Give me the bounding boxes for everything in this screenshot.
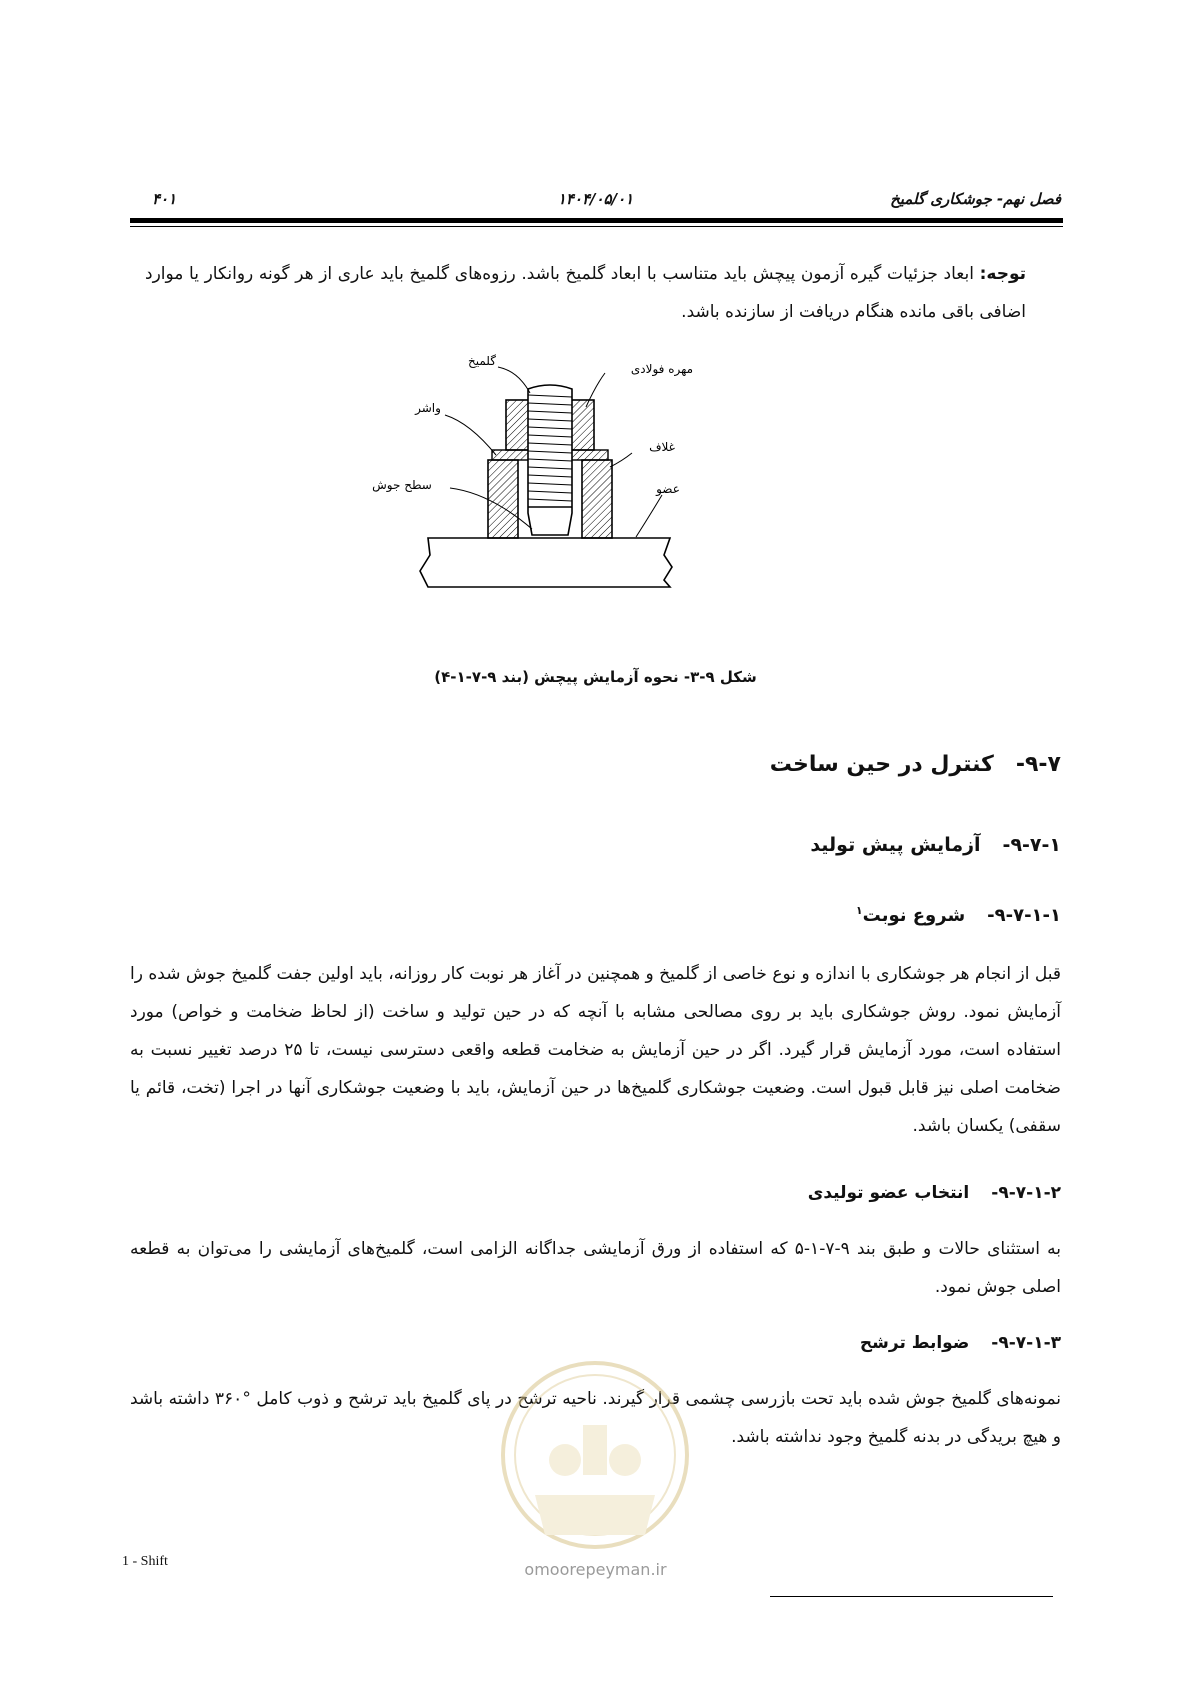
section-title: شروع نوبت: [862, 905, 966, 926]
washer-label: واشر: [415, 401, 441, 415]
section-number: ۹-۷-۱-۳-: [991, 1333, 1061, 1353]
watermark-text: omoorepeyman.ir: [524, 1560, 667, 1579]
section-heading-9-7-1-1: [856, 904, 1061, 926]
torsion-test-figure: [372, 354, 770, 635]
sleeve-left: [488, 460, 518, 538]
stud-label: گلمیخ: [468, 354, 496, 368]
chapter-title: فصل نهم- جوشکاری گلمیخ: [890, 190, 1061, 208]
header-rule-thick: [130, 218, 1063, 223]
sleeve-label: غلاف: [649, 440, 675, 454]
footnote-rule: [770, 1596, 1053, 1597]
steel-nut-label: مهره فولادی: [630, 362, 694, 376]
section-number: ۹-۷-۱-: [1002, 834, 1061, 856]
footnote-ref: ۱: [855, 904, 863, 917]
member-plate: [420, 538, 672, 587]
body-paragraph: قبل از انجام هر جوشکاری با اندازه و نوع خاصی از گلمیخ و همچنین در آغاز هر نوبت کار روزانه، باید اولین جفت گلمیخ جوش شده را آزمایش نمود. روش جوشکاری باید بر روی مصالحی مشابه با آنچه که در حین تولید و ساخت (از لحاظ ضخامت و خواص) مورد استفاده است، مورد آزمایش قرار گیرد. اگر در حین آزمایش به ضخامت قطعه واقعی دسترسی نیست، تا ۲۵ درصد تغییر نسبت به ضخامت اصلی نیز قابل قبول است. وضعیت جوشکاری گلمیخ‌ها در حین آزمایش، باید با وضعیت جوشکاری آنها در اجرا (تخت، قائم یا سقفی) یکسان باشد.: [130, 964, 1061, 1136]
note-paragraph: [145, 255, 1026, 331]
sleeve-right: [582, 460, 612, 538]
section-heading-9-7: [770, 752, 1061, 777]
section-heading-9-7-1-2: [808, 1183, 1061, 1203]
section-title: ضوابط ترشح: [859, 1333, 970, 1353]
page-number: ۴۰۱: [152, 190, 177, 208]
section-heading-9-7-1-3: [860, 1333, 1061, 1353]
body-paragraph: به استثنای حالات و طبق بند ۹-۷-۱-۵ که استفاده از ورق آزمایشی جداگانه الزامی است، گلمیخ‌های آزمایشی را می‌توان به قطعه اصلی جوش نمود.: [130, 1239, 1061, 1297]
section-number: ۹-۷-: [1015, 752, 1061, 777]
section-heading-9-7-1: [810, 834, 1061, 856]
section-title: انتخاب عضو تولیدی: [807, 1183, 970, 1203]
footnote: 1 - Shift: [122, 1554, 168, 1569]
figure-caption: شکل ۹-۳- نحوه آزمایش پیچش (بند ۹-۷-۱-۴): [434, 668, 757, 686]
section-number: ۹-۷-۱-۱-: [987, 905, 1061, 926]
section-number: ۹-۷-۱-۲-: [991, 1183, 1061, 1203]
note-label: توجه:: [979, 264, 1026, 284]
header-rule-thin: [130, 226, 1063, 227]
watermark-seal: [495, 1345, 695, 1595]
section-title: آزمایش پیش تولید: [810, 834, 981, 856]
member-label: عضو: [656, 482, 680, 496]
section-title: کنترل در حین ساخت: [769, 752, 994, 777]
weld-surface-label: سطح جوش: [372, 478, 432, 492]
body-paragraph: نمونه‌های گلمیخ جوش شده باید تحت بازرسی چشمی قرار گیرند. ناحیه ترشح در پای گلمیخ باید ترشح و ذوب کامل °۳۶۰ داشته باشد و هیچ بریدگی در بدنه گلمیخ وجود نداشته باشد.: [130, 1389, 1062, 1447]
note-text: ابعاد جزئیات گیره آزمون پیچش باید متناسب با ابعاد گلمیخ باشد. رزوه‌های گلمیخ باید عاری از هر گونه روانکار یا موارد اضافی باقی مانده هنگام دریافت از سازنده باشد.: [145, 264, 1026, 322]
header-date: ۱۴۰۴/۰۵/۰۱: [557, 190, 634, 208]
